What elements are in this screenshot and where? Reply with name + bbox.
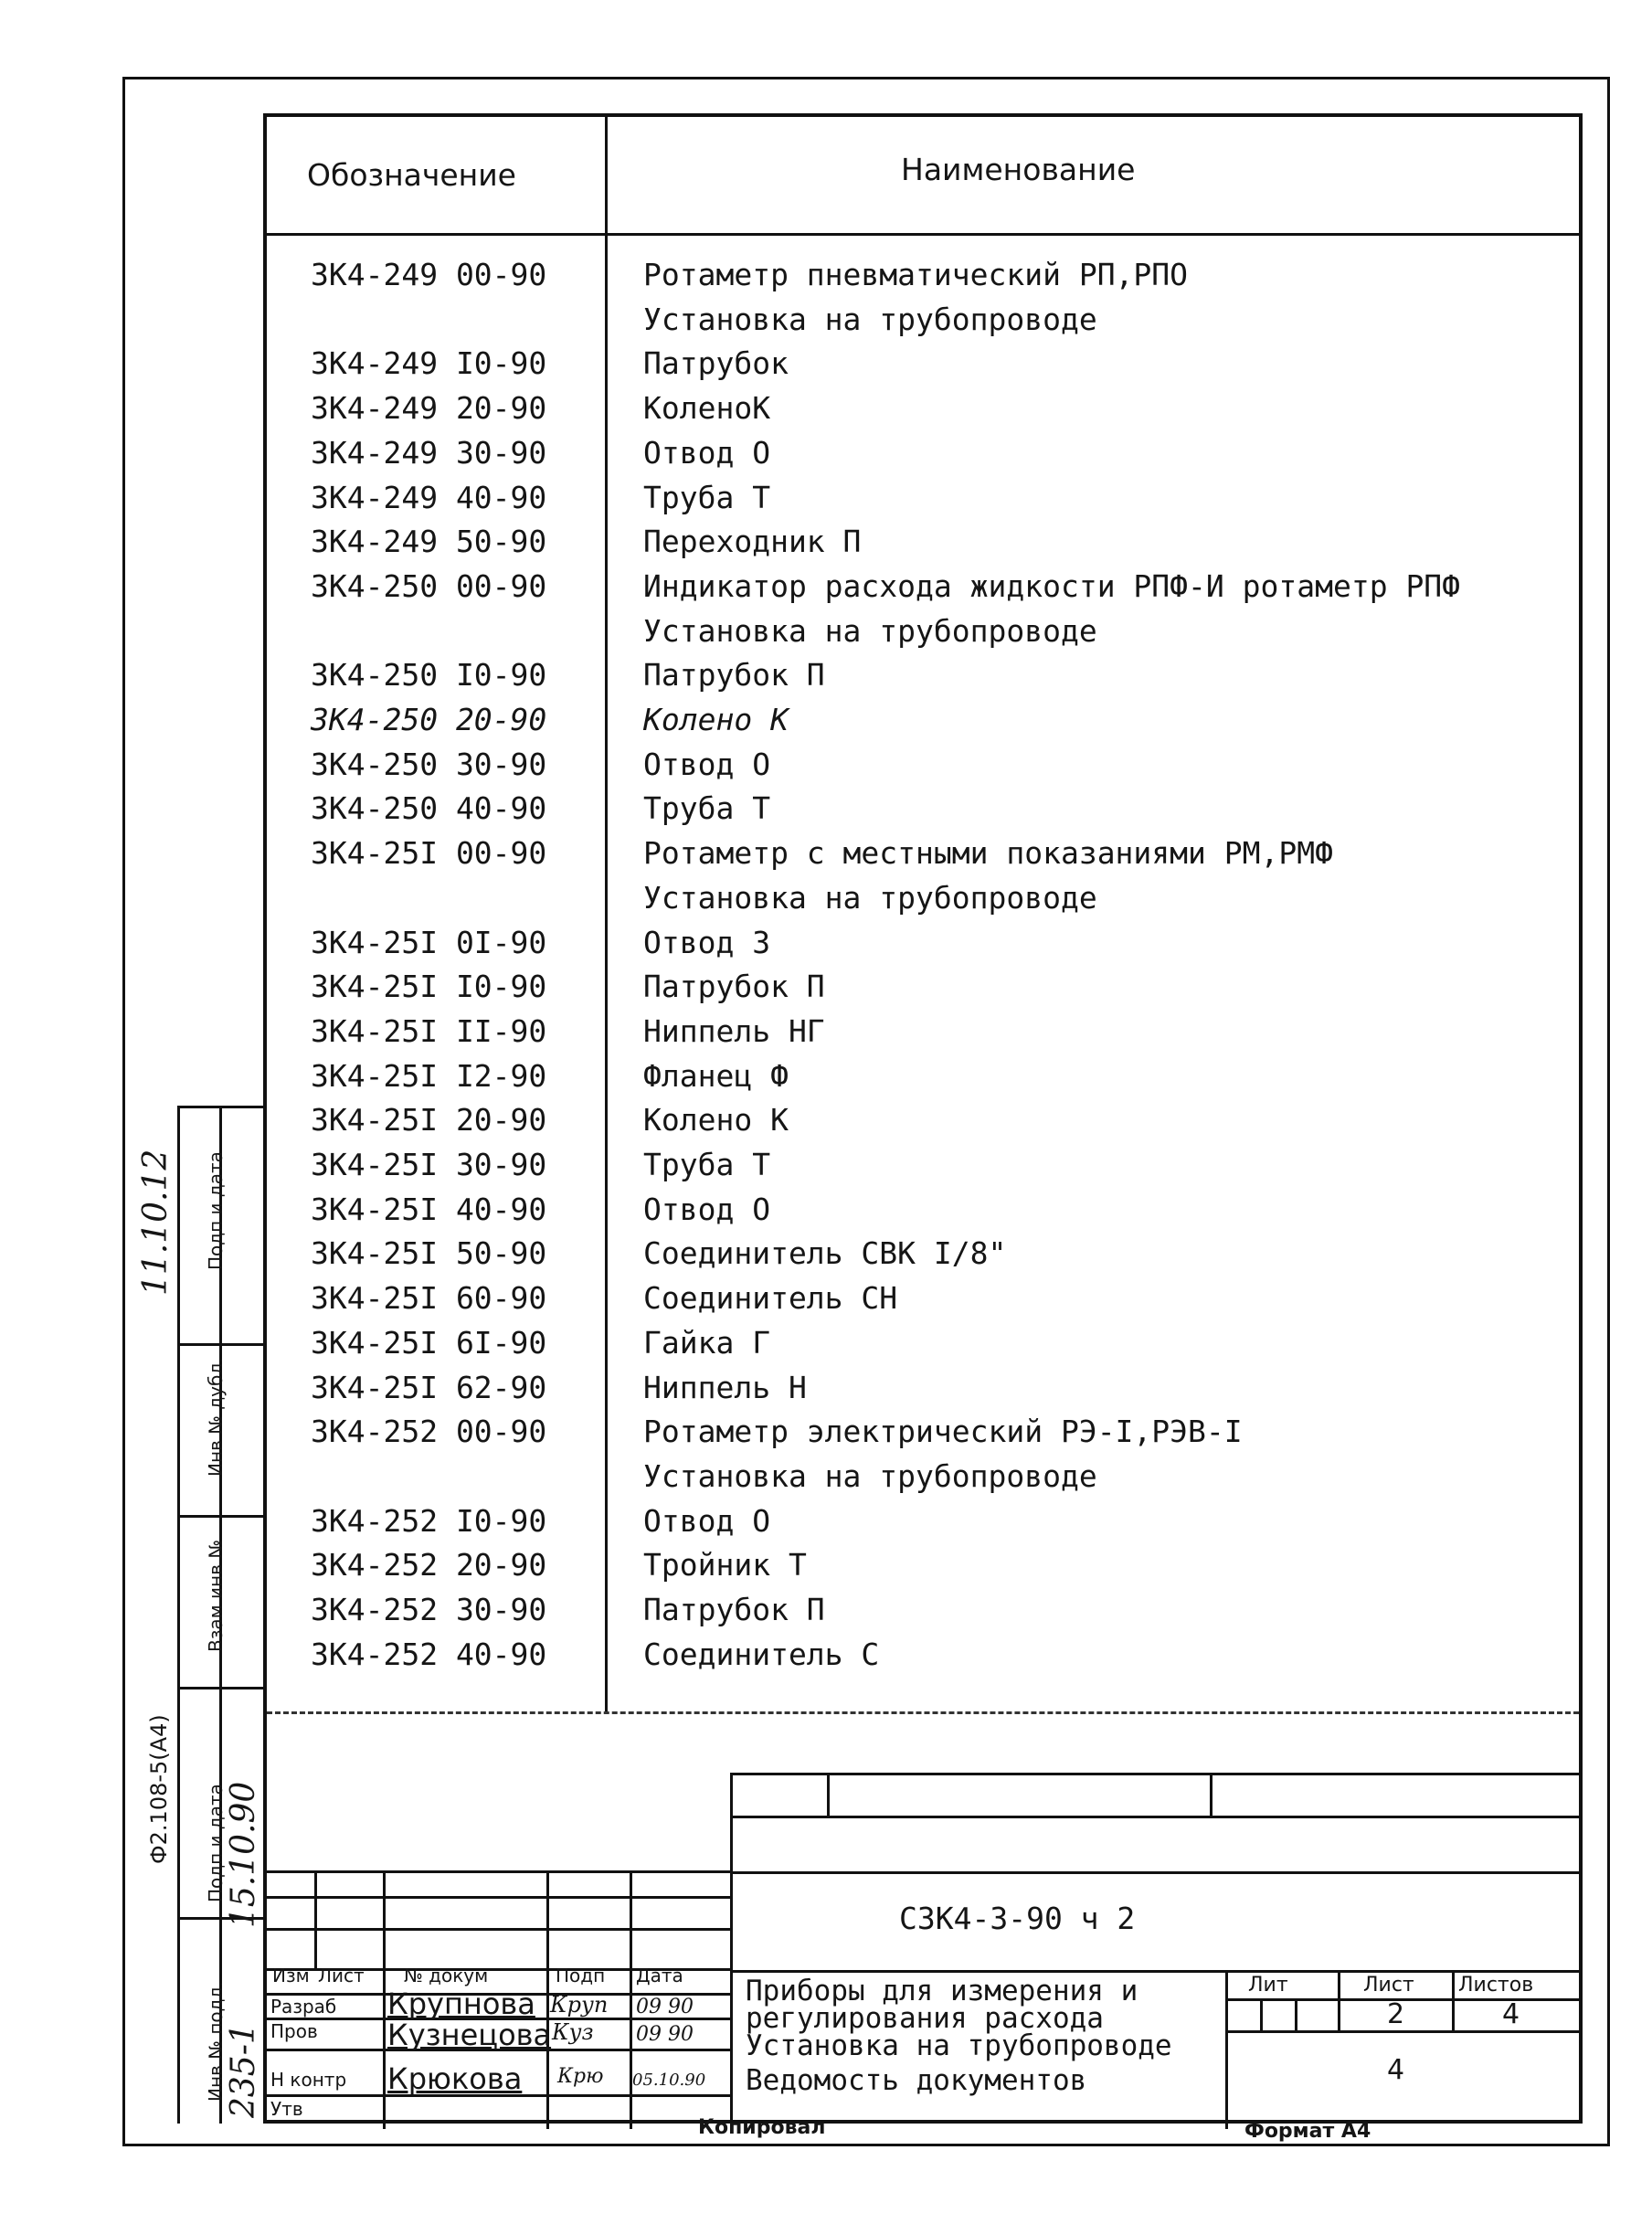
list-item (267, 1142, 1586, 1187)
item-designation: 3К4-25I 00-90 (311, 835, 547, 872)
item-name: Патрубок П (643, 1592, 825, 1627)
list-item (267, 430, 1586, 475)
item-name: Отвод О (643, 1191, 771, 1227)
doc-title-line-3: Установка на трубопроводе (746, 2029, 1172, 2062)
item-designation: 3К4-249 40-90 (311, 479, 547, 515)
item-designation: 3К4-25I 0I-90 (311, 924, 547, 960)
label-lit: Лит (1248, 1974, 1288, 1997)
item-designation: 3К4-25I 6I-90 (311, 1324, 547, 1361)
item-name: Установка на трубопроводе (643, 301, 1097, 337)
footer-copied: Копировал (698, 2116, 826, 2139)
list-item (267, 1365, 1586, 1410)
doc-title-line-1: Приборы для измерения и (746, 1975, 1138, 2007)
item-designation: 3К4-250 30-90 (311, 746, 547, 782)
stamp-handwritten-mid: 15.10.90 (225, 1781, 262, 1928)
name-nkontr: Крюкова (387, 2061, 523, 2096)
item-designation: 3К4-252 40-90 (311, 1636, 547, 1672)
item-designation: 3К4-250 I0-90 (311, 657, 547, 694)
sheets-total: 4 (1502, 1998, 1520, 2030)
item-designation: 3К4-25I 50-90 (311, 1235, 547, 1272)
item-designation: 3К4-249 50-90 (311, 524, 547, 560)
list-item (267, 1499, 1586, 1543)
stamp-inv-podl: Инв № подл. (205, 1981, 227, 2102)
list-item (267, 1097, 1586, 1142)
stamp-vzam-inv: Взам инв № (205, 1539, 227, 1652)
list-item (267, 386, 1586, 430)
item-name: Соединитель СВК I/8" (643, 1235, 1007, 1272)
list-item (267, 652, 1586, 697)
item-name: Переходник П (643, 524, 862, 560)
item-name: Отвод О (643, 434, 771, 471)
item-name: Соединитель С (643, 1636, 880, 1672)
list-item (267, 920, 1586, 965)
item-name: Отвод З (643, 924, 771, 960)
header-name: Наименование (901, 152, 1136, 187)
item-name: Колено К (643, 702, 789, 737)
stamp-inv-dubl: Инв № дубл. (205, 1357, 227, 1477)
col-izm: Изм (272, 1965, 310, 1986)
role-prov: Пров (270, 2020, 318, 2042)
signature-prov: Куз (552, 2019, 594, 2045)
name-prov: Кузнецова (387, 2018, 552, 2052)
col-podp: Подп (556, 1965, 606, 1986)
stamp-podp-data-2: Подп и дата (205, 1784, 227, 1902)
list-item (267, 1054, 1586, 1098)
item-designation: 3К4-25I 60-90 (311, 1280, 547, 1317)
doc-code: СЗК4-3-90 ч 2 (899, 1901, 1136, 1936)
signature-nkontr: Крю (557, 2065, 604, 2088)
item-name: Патрубок П (643, 657, 825, 694)
list-item (267, 1542, 1586, 1587)
item-name: Труба Т (643, 479, 771, 515)
item-name: Патрубок (643, 345, 789, 382)
header-designation: Обозначение (307, 157, 516, 193)
list-item (267, 1009, 1586, 1054)
doc-title-line-4: Ведомость документов (746, 2064, 1087, 2097)
role-utv: Утв (270, 2098, 303, 2120)
block-code-value: 4 (1387, 2054, 1405, 2086)
list-item (267, 609, 1586, 653)
item-designation: 3К4-25I 30-90 (311, 1147, 547, 1182)
item-name: Гайка Г (643, 1324, 771, 1361)
list-item (267, 1187, 1586, 1232)
item-name: Ротаметр с местными показаниями РМ,РМФ (643, 835, 1333, 872)
item-designation: 3К4-252 00-90 (311, 1414, 547, 1450)
item-designation: 3К4-25I 20-90 (311, 1102, 547, 1139)
form-code: Ф2.108-5(А4) (146, 1714, 172, 1864)
item-name: Колено К (643, 1102, 789, 1139)
item-name: Ротаметр пневматический РП,РПО (643, 257, 1189, 292)
list-item (267, 1231, 1586, 1276)
footer-format: Формат А4 (1244, 2120, 1371, 2143)
item-designation: 3К4-25I I2-90 (311, 1057, 547, 1094)
item-name: Ротаметр электрический РЭ-I,РЭВ-I (643, 1414, 1243, 1450)
item-designation: 3К4-252 20-90 (311, 1547, 547, 1584)
item-name: Установка на трубопроводе (643, 1457, 1097, 1494)
date-prov: 09 90 (636, 2023, 694, 2046)
item-name: Труба Т (643, 1147, 771, 1182)
title-block (267, 1740, 1583, 2127)
date-razrab: 09 90 (636, 1996, 694, 2018)
list-item (267, 786, 1586, 831)
item-name: Отвод О (643, 1502, 771, 1539)
item-designation: 3К4-25I 40-90 (311, 1191, 547, 1227)
list-item (267, 341, 1586, 386)
list-item (267, 1454, 1586, 1499)
item-name: Индикатор расхода жидкости РПФ-И ротаметр РПФ (643, 567, 1461, 604)
item-name: Фланец Ф (643, 1057, 789, 1094)
list-item (267, 831, 1586, 875)
item-name: КоленоК (643, 390, 771, 427)
list-item (267, 964, 1586, 1009)
list-item (267, 297, 1586, 342)
list-item (267, 519, 1586, 564)
doc-title (746, 1975, 1172, 2097)
item-designation: 3К4-25I 62-90 (311, 1369, 547, 1405)
header-separator (267, 233, 1579, 236)
sheet-number: 2 (1387, 1998, 1405, 2030)
list-item (267, 742, 1586, 787)
item-name: Труба Т (643, 790, 771, 827)
col-ndoc: № докум (404, 1965, 489, 1986)
item-name: Установка на трубопроводе (643, 879, 1097, 916)
item-name: Установка на трубопроводе (643, 612, 1097, 649)
date-nkontr: 05.10.90 (632, 2071, 706, 2090)
list-item (267, 1276, 1586, 1320)
list-item (267, 875, 1586, 920)
item-designation: 3К4-250 00-90 (311, 567, 547, 604)
list-item (267, 252, 1586, 297)
item-designation: 3К4-250 40-90 (311, 790, 547, 827)
signature-razrab: Круп (550, 1992, 609, 2018)
list-item (267, 1632, 1586, 1677)
label-sheets: Листов (1458, 1974, 1534, 1997)
item-name: Ниппель Н (643, 1369, 807, 1405)
item-designation: 3К4-249 I0-90 (311, 345, 547, 382)
label-sheet: Лист (1363, 1974, 1414, 1997)
stamp-handwritten-top: 11.10.12 (137, 1149, 175, 1296)
list-item (267, 697, 1586, 742)
item-designation: 3К4-249 00-90 (311, 257, 547, 292)
list-item (267, 1320, 1586, 1365)
item-designation: 3К4-249 20-90 (311, 390, 547, 427)
item-name: Отвод О (643, 746, 771, 782)
list-item (267, 1409, 1586, 1454)
item-name: Ниппель НГ (643, 1012, 825, 1049)
list-end-line (267, 1711, 1579, 1714)
item-designation: 3К4-25I I0-90 (311, 969, 547, 1005)
item-designation: 3К4-250 20-90 (311, 702, 547, 737)
col-list: Лист (318, 1965, 365, 1986)
item-designation: 3К4-25I II-90 (311, 1012, 547, 1049)
list-item (267, 475, 1586, 520)
item-name: Тройник Т (643, 1547, 807, 1584)
name-razrab: Крупнова (387, 1986, 535, 2021)
item-designation: 3К4-249 30-90 (311, 434, 547, 471)
stamp-handwritten-bottom: 235-1 (225, 2023, 262, 2118)
item-name: Патрубок П (643, 969, 825, 1005)
stamp-podp-data: Подп и дата (205, 1151, 227, 1270)
role-razrab: Разраб (270, 1996, 337, 2018)
col-date: Дата (636, 1965, 683, 1986)
item-designation: 3К4-252 30-90 (311, 1592, 547, 1627)
list-item (267, 1587, 1586, 1632)
document-frame (263, 113, 1583, 2124)
role-nkontr: Н контр (270, 2069, 347, 2091)
doc-title-line-2: регулирования расхода (746, 2002, 1104, 2035)
list-item (267, 564, 1586, 609)
item-designation: 3К4-252 I0-90 (311, 1502, 547, 1539)
item-name: Соединитель СН (643, 1280, 898, 1317)
